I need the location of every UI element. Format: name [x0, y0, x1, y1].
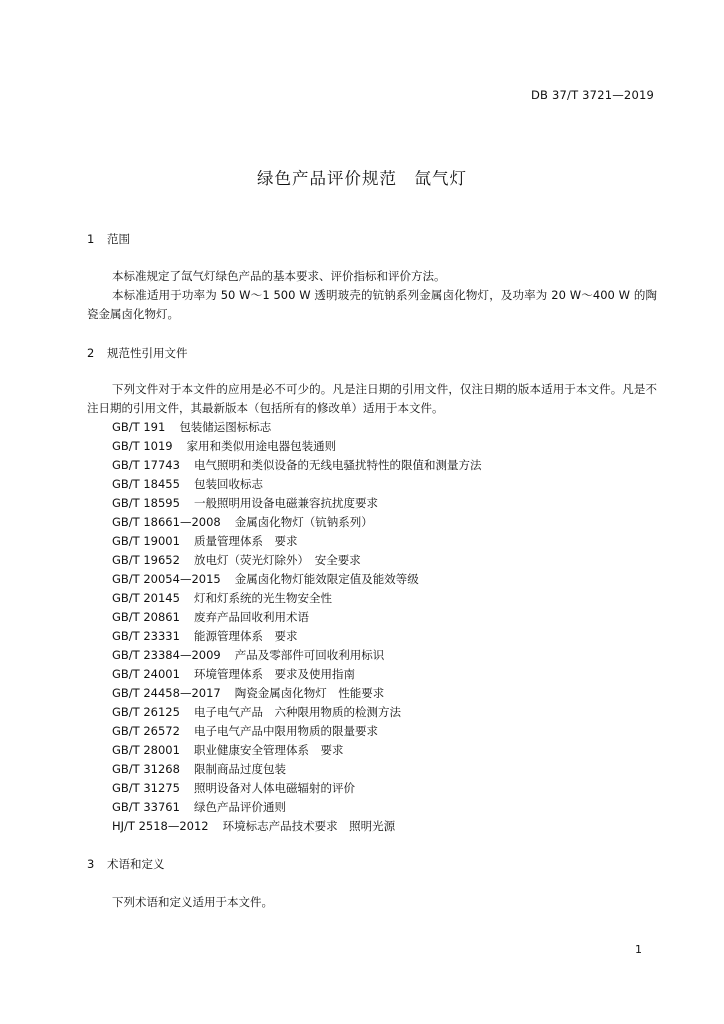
reference-item: [112, 475, 481, 494]
section-3-title: 术语和定义: [107, 857, 165, 871]
section-1-number: 1: [87, 232, 95, 246]
reference-item: [112, 760, 481, 779]
section-1-heading: [87, 231, 130, 247]
reference-title: 产品及零部件可回收利用标识: [234, 648, 385, 662]
reference-code: GB/T 17743: [112, 458, 180, 472]
reference-title: 能源管理体系 要求: [193, 629, 298, 643]
reference-title: 电气照明和类似设备的无线电骚扰特性的限值和测量方法: [193, 458, 482, 472]
section-1-paragraph-1: 本标准规定了氙气灯绿色产品的基本要求、评价指标和评价方法。: [112, 269, 446, 283]
reference-item: [112, 627, 481, 646]
reference-title: 电子电气产品 六种限用物质的检测方法: [193, 705, 401, 719]
reference-code: GB/T 18661—2008: [112, 515, 221, 529]
reference-item: [112, 513, 481, 532]
reference-title: 放电灯（荧光灯除外） 安全要求: [193, 553, 361, 567]
reference-item: [112, 494, 481, 513]
reference-item: [112, 703, 481, 722]
document-code: DB 37/T 3721—2019: [530, 88, 654, 102]
reference-item: [112, 722, 481, 741]
reference-title: 包装储运图标标志: [179, 420, 272, 434]
reference-title: 一般照明用设备电磁兼容抗扰度要求: [193, 496, 378, 510]
reference-title: 照明设备对人体电磁辐射的评价: [193, 781, 355, 795]
reference-item: [112, 741, 481, 760]
reference-item: [112, 779, 481, 798]
reference-item: [112, 608, 481, 627]
reference-item: [112, 798, 481, 817]
section-1-paragraph-2: 本标准适用于功率为 50 W～1 500 W 透明玻壳的钪钠系列金属卤化物灯，及功率为 20 W～400 W 的陶瓷金属卤化物灯。: [87, 288, 657, 321]
section-1-title: 范围: [107, 232, 130, 246]
reference-item: [112, 665, 481, 684]
reference-item: [112, 532, 481, 551]
section-2-title: 规范性引用文件: [107, 346, 188, 360]
reference-code: GB/T 31268: [112, 762, 180, 776]
page-number: 1: [635, 943, 642, 956]
reference-code: GB/T 19001: [112, 534, 180, 548]
reference-code: GB/T 18455: [112, 477, 180, 491]
reference-item: [112, 589, 481, 608]
section-2-paragraph-1: 下列文件对于本文件的应用是必不可少的。凡是注日期的引用文件，仅注日期的版本适用于本文件。凡是不注日期的引用文件，其最新版本（包括所有的修改单）适用于本文件。: [87, 382, 657, 415]
reference-code: GB/T 31275: [112, 781, 180, 795]
reference-code: GB/T 33761: [112, 800, 180, 814]
section-3-heading: [87, 856, 165, 872]
reference-code: GB/T 18595: [112, 496, 180, 510]
reference-title: 金属卤化物灯能效限定值及能效等级: [234, 572, 419, 586]
reference-code: GB/T 23384—2009: [112, 648, 221, 662]
reference-title: 灯和灯系统的光生物安全性: [193, 591, 332, 605]
reference-code: GB/T 24458—2017: [112, 686, 221, 700]
reference-code: HJ/T 2518—2012: [112, 819, 209, 833]
reference-code: GB/T 20145: [112, 591, 180, 605]
reference-title: 职业健康安全管理体系 要求: [193, 743, 344, 757]
reference-title: 包装回收标志: [193, 477, 263, 491]
reference-item: [112, 684, 481, 703]
reference-title: 陶瓷金属卤化物灯 性能要求: [234, 686, 385, 700]
reference-title: 环境标志产品技术要求 照明光源: [222, 819, 396, 833]
reference-title: 废弃产品回收利用术语: [193, 610, 309, 624]
section-2-heading: [87, 345, 188, 361]
reference-code: GB/T 28001: [112, 743, 180, 757]
section-3-number: 3: [87, 857, 95, 871]
reference-item: [112, 646, 481, 665]
reference-title: 金属卤化物灯（钪钠系列）: [234, 515, 373, 529]
reference-code: GB/T 1019: [112, 439, 173, 453]
reference-code: GB/T 19652: [112, 553, 180, 567]
page-title: 绿色产品评价规范 氙气灯: [257, 169, 467, 188]
reference-item: [112, 817, 481, 836]
reference-code: GB/T 191: [112, 420, 166, 434]
reference-item: [112, 418, 481, 437]
section-3-paragraph-1: 下列术语和定义适用于本文件。: [112, 895, 273, 909]
reference-item: [112, 551, 481, 570]
reference-title: 家用和类似用途电器包装通则: [186, 439, 337, 453]
reference-code: GB/T 20861: [112, 610, 180, 624]
reference-item: [112, 437, 481, 456]
reference-code: GB/T 24001: [112, 667, 180, 681]
reference-code: GB/T 20054—2015: [112, 572, 221, 586]
reference-code: GB/T 26572: [112, 724, 180, 738]
reference-title: 环境管理体系 要求及使用指南: [193, 667, 355, 681]
reference-title: 质量管理体系 要求: [193, 534, 298, 548]
normative-reference-list: [112, 418, 481, 836]
reference-title: 电子电气产品中限用物质的限量要求: [193, 724, 378, 738]
section-2-number: 2: [87, 346, 95, 360]
reference-title: 绿色产品评价通则: [193, 800, 286, 814]
reference-item: [112, 570, 481, 589]
reference-code: GB/T 23331: [112, 629, 180, 643]
reference-code: GB/T 26125: [112, 705, 180, 719]
reference-title: 限制商品过度包装: [193, 762, 286, 776]
reference-item: [112, 456, 481, 475]
